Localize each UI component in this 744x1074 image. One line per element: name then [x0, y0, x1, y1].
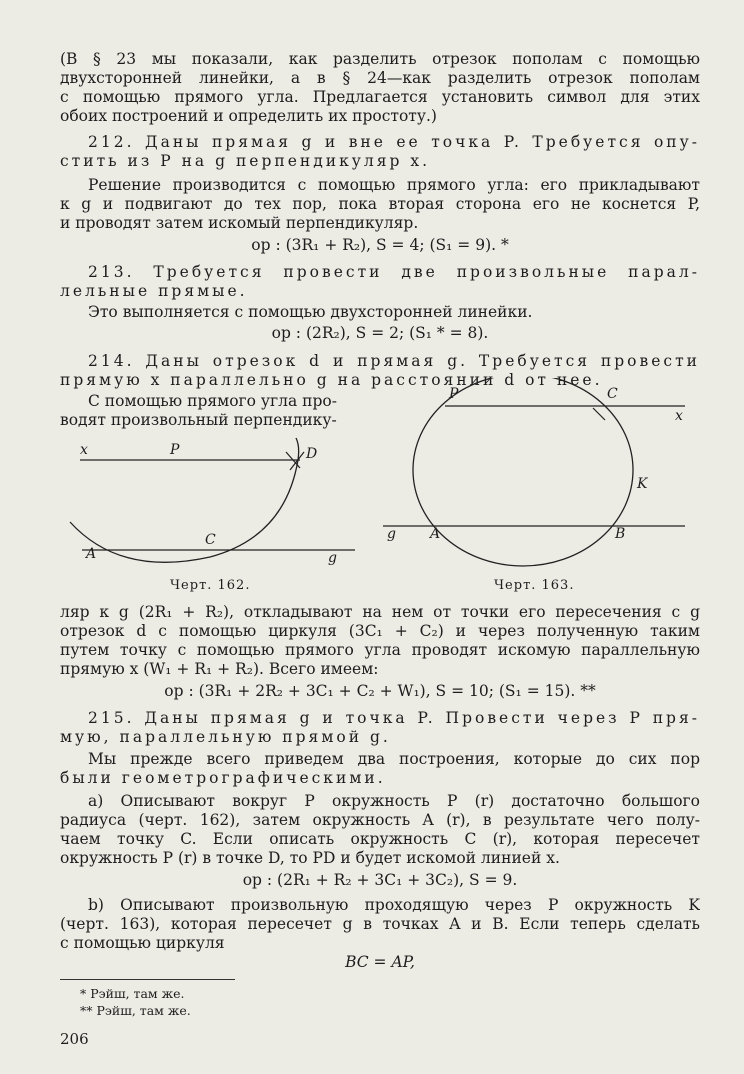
- tick-c: [593, 408, 605, 420]
- text-line: были геометрографическими.: [60, 769, 386, 787]
- label-p: P: [449, 386, 459, 402]
- text-line: с помощью прямого угла. Предлагается установить символ для этих: [60, 88, 700, 106]
- text-line: водят произвольный перпендику-: [60, 411, 337, 429]
- problem-212-heading-cont: стить из P на g перпендикуляр x.: [60, 152, 431, 170]
- formula-213: ор : (2R₂), S = 2; (S₁ * = 8).: [271, 324, 489, 342]
- text-line: Решение производится с помощью прямого угла: его прикладывают: [88, 176, 700, 194]
- text-line: Мы прежде всего приведем два построения, которые до сих пор: [88, 750, 700, 768]
- text-line: обоих построений и определить их простоту.): [60, 107, 437, 125]
- label-b: B: [615, 526, 626, 542]
- label-k: K: [637, 476, 648, 492]
- text-line: (В § 23 мы показали, как разделить отрезок пополам с помощью: [60, 50, 700, 68]
- text-line: b) Описывают произвольную проходящую через P окружность K: [88, 896, 700, 914]
- caption-163: Черт. 163.: [494, 578, 575, 593]
- figure-163: [375, 378, 700, 578]
- text-line: ляр к g (2R₁ + R₂), откладывают на нем от точки его пересечения с g: [60, 603, 700, 621]
- formula-212: ор : (3R₁ + R₂), S = 4; (S₁ = 9). *: [251, 236, 509, 254]
- problem-215-heading: 215. Даны прямая g и точка P. Провести через P пря-: [88, 709, 700, 727]
- text-line: прямую x (W₁ + R₁ + R₂). Всего имеем:: [60, 660, 379, 678]
- label-x: x: [675, 408, 683, 424]
- caption-162: Черт. 162.: [170, 578, 251, 593]
- label-g: g: [328, 550, 337, 566]
- problem-212-heading: 212. Даны прямая g и вне ее точка P. Требуется опу-: [88, 133, 700, 151]
- problem-213-heading: 213. Требуется провести две произвольные парал-: [88, 263, 700, 281]
- label-c: C: [607, 386, 618, 402]
- footnote-1: * Рэйш, там же.: [80, 986, 185, 1001]
- text-line: путем точку с помощью прямого угла проводят искомую параллельную: [60, 641, 700, 659]
- problem-213-heading-cont: лельные прямые.: [60, 282, 248, 300]
- text-line: а) Описывают вокруг P окружность P (r) достаточно большого: [88, 792, 700, 810]
- text-line: окружность P (r) в точке D, то PD и будет искомой линией x.: [60, 849, 560, 867]
- formula-arc: BC = AP,: [345, 953, 415, 971]
- problem-215-heading-cont: мую, параллельную прямой g.: [60, 728, 391, 746]
- problem-214-heading-cont: прямую x параллельно g на расстоянии d от нее.: [60, 371, 603, 389]
- label-x: x: [80, 442, 88, 458]
- figure-162: [60, 432, 380, 582]
- label-c: C: [205, 532, 216, 548]
- text-line: с помощью циркуля: [60, 934, 225, 952]
- text-line: Это выполняется с помощью двухсторонней линейки.: [88, 303, 533, 321]
- text-line: С помощью прямого угла про-: [88, 392, 337, 410]
- text-line: чаем точку C. Если описать окружность C (r), которая пересечет: [60, 830, 700, 848]
- text-line: отрезок d с помощью циркуля (3C₁ + C₂) и через полученную таким: [60, 622, 700, 640]
- text-line: (черт. 163), которая пересечет g в точках A и B. Если теперь сделать: [60, 915, 700, 933]
- page-number: 206: [60, 1030, 89, 1048]
- text-line: радиуса (черт. 162), затем окружность A (r), в результате чего полу-: [60, 811, 700, 829]
- text-line: и проводят затем искомый перпендикуляр.: [60, 214, 419, 232]
- label-g: g: [387, 526, 396, 542]
- footnote-2: ** Рэйш, там же.: [80, 1003, 191, 1018]
- text-line: двухсторонней линейки, а в § 24—как разделить отрезок пополам: [60, 69, 700, 87]
- label-d: D: [306, 446, 318, 462]
- label-p: P: [170, 442, 180, 458]
- label-a: A: [430, 526, 441, 542]
- label-a: A: [86, 546, 97, 562]
- formula-215a: ор : (2R₁ + R₂ + 3C₁ + 3C₂), S = 9.: [242, 871, 518, 889]
- formula-214: ор : (3R₁ + 2R₂ + 3C₁ + C₂ + W₁), S = 10; (S₁ = 15). **: [164, 682, 596, 700]
- arc-circle-p: [70, 438, 299, 562]
- text-line: к g и подвигают до тех пор, пока вторая сторона его не коснется P,: [60, 195, 700, 213]
- problem-214-heading: 214. Даны отрезок d и прямая g. Требуется провести: [88, 352, 700, 370]
- footnote-rule: [60, 979, 235, 980]
